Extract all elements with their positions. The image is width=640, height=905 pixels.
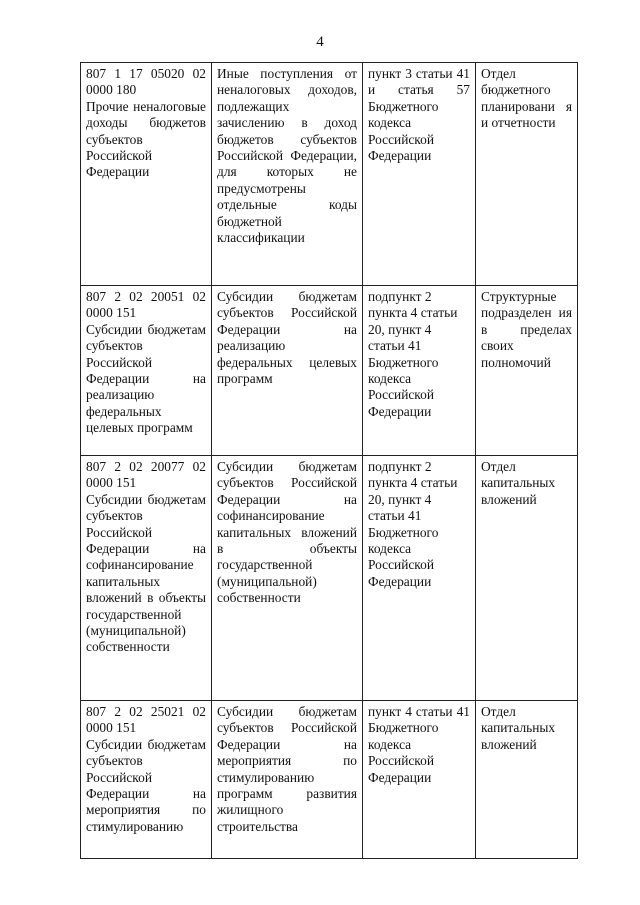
budget-code: 807 2 02 20051 02 0000 151 [86,289,206,321]
description-cell: Субсидии бюджетам субъектов Российской Федерации на реализацию федеральных целевых программ [212,286,363,456]
table-row [81,701,578,859]
code-cell [81,701,212,859]
description-cell: Субсидии бюджетам субъектов Российской Федерации на софинансирование капитальных вложений в объекты государственной (муниципальной) собственности [212,456,363,701]
legal-basis-cell: пункт 3 статьи 41 и статья 57 Бюджетного кодекса Российской Федерации [363,63,476,286]
code-name: Субсидии бюджетам субъектов Российской Федерации на реализацию федеральных целевых программ [86,321,206,436]
legal-basis-cell: подпункт 2 пункта 4 статьи 20, пункт 4 статьи 41 Бюджетного кодекса Российской Федерации [363,456,476,701]
description-cell: Иные поступления от неналоговых доходов, подлежащих зачислению в доход бюджетов субъектов Российской Федерации, для которых не предусмотрены отдельные коды бюджетной классификации [212,63,363,286]
page-number: 4 [316,34,324,50]
legal-basis-cell: пункт 4 статьи 41 Бюджетного кодекса Российской Федерации [363,701,476,859]
budget-code: 807 1 17 05020 02 0000 180 [86,66,206,98]
code-cell [81,63,212,286]
budget-code: 807 2 02 25021 02 0000 151 [86,704,206,736]
department-cell: Структурные подразделен ия в пределах своих полномочий [476,286,578,456]
code-cell [81,456,212,701]
department-cell: Отдел бюджетного планировани я и отчетности [476,63,578,286]
code-cell [81,286,212,456]
legal-basis-cell: подпункт 2 пункта 4 статьи 20, пункт 4 статьи 41 Бюджетного кодекса Российской Федерации [363,286,476,456]
table-row [81,286,578,456]
department-cell: Отдел капитальных вложений [476,456,578,701]
table-row [81,63,578,286]
department-cell: Отдел капитальных вложений [476,701,578,859]
budget-codes-table [80,62,578,859]
code-name: Субсидии бюджетам субъектов Российской Федерации на софинансирование капитальных вложений в объекты государственной (муниципальной) собственности [86,491,206,655]
description-cell: Субсидии бюджетам субъектов Российской Федерации на мероприятия по стимулированию программ развития жилищного строительства [212,701,363,859]
table-row [81,456,578,701]
budget-code: 807 2 02 20077 02 0000 151 [86,459,206,491]
code-name: Субсидии бюджетам субъектов Российской Федерации на мероприятия по стимулированию [86,736,206,834]
code-name: Прочие неналоговые доходы бюджетов субъектов Российской Федерации [86,98,206,180]
